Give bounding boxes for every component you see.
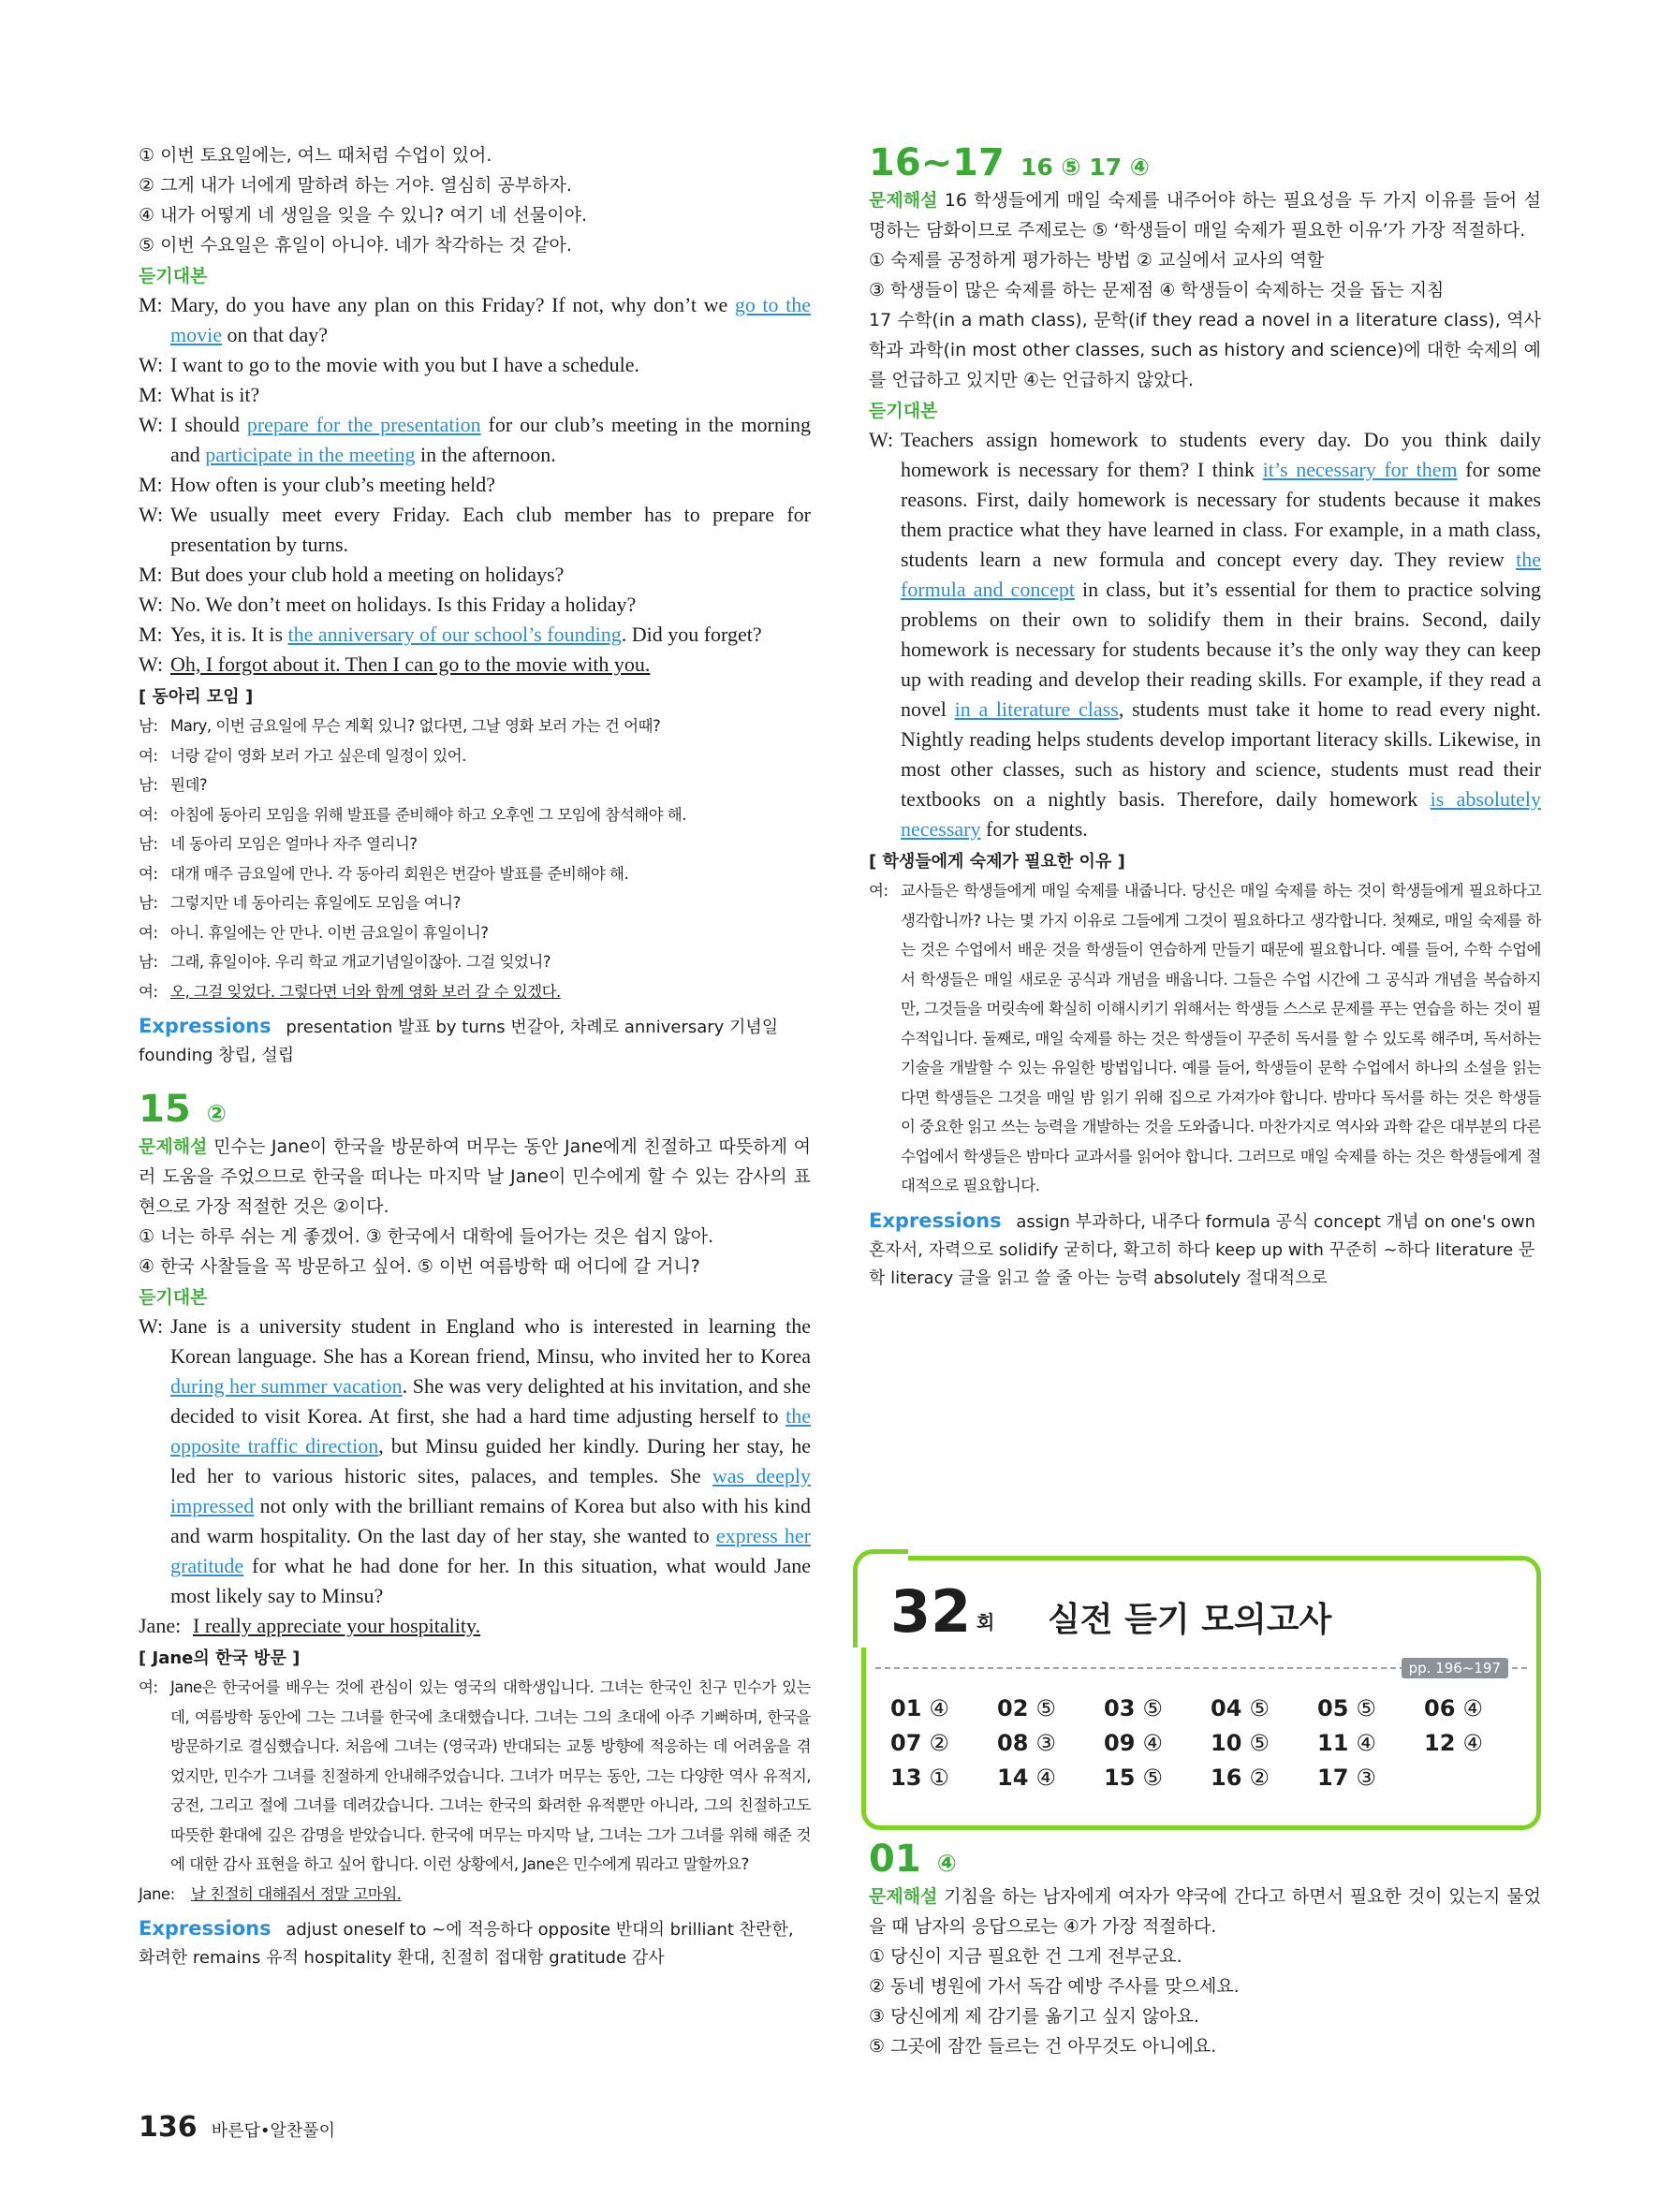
speaker: W: (139, 353, 164, 376)
answer-cell (1211, 1763, 1317, 1794)
answer-number: 11 (1317, 1730, 1349, 1756)
translation-text: Mary, 이번 금요일에 무슨 계획 있니? 없다면, 그날 영화 보러 가는 건 어때? (170, 717, 661, 735)
translation-line (139, 770, 811, 800)
answer-number: 08 (997, 1730, 1029, 1756)
choice-line: ⑤ 이번 수요일은 휴일이 아니야. 네가 착각하는 것 같아. (139, 235, 572, 256)
script-15 (139, 1311, 811, 1611)
translation-text: 교사들은 학생들에게 매일 숙제를 내줍니다. 당신은 매일 숙제를 하는 것이 학생들에게 필요하다고 생각합니까? 나는 몇 가지 이유로 그들에게 그것이 필요하다고 생각합니다. 첫째로, 매일 숙제를 하는 것은 수업에서 배운 것을 학생들이 연습하게 만들기 때문에 필요합니다. 예를 들어, 수학 수업에서 학생들은 매일 새로운 공식과 개념을 배웁니다. 그들은 수업 시간에 그 공식과 개념을 복습하지만, 그것들을 머릿속에 확실히 이해시키기 위해서는 학생들 스스로 문제를 푸는 연습을 하는 것이 필수적입니다. 둘째로, 매일 숙제를 하는 것은 학생들이 꾸준히 독서를 할 수 있도록 해주며, 독서하는 기술을 개발할 수 있는 유일한 방법입니다. 예를 들어, 학생들이 문학 수업에서 하나의 소설을 읽는다면 학생들은 그것을 매일 밤 읽기 위해 집으로 가져가야 합니다. 밤마다 독서를 하는 것은 학생들이 중요한 읽고 쓰는 능력을 개발하는 것을 도와줍니다. 마찬가지로 역사와 과학 같은 대부분의 다른 수업에서 학생들은 밤마다 교과서를 읽어야 합니다. 그러므로 매일 숙제를 하는 것은 학생들에게 절대적으로 필요합니다. (901, 882, 1541, 1194)
answer-cell (1104, 1763, 1211, 1794)
speaker: 여: (139, 982, 158, 1001)
expressions-label: Expressions (869, 1209, 1002, 1232)
choice-line: ③ 당신에게 제 감기를 옮기고 싶지 않아요. (869, 2006, 1199, 2027)
choice-line: ① 너는 하루 쉬는 게 좋겠어. ③ 한국에서 대학에 들어가는 것은 쉽지 않아. (139, 1226, 714, 1247)
speaker: M: (139, 623, 163, 646)
dialogue-line (139, 380, 811, 410)
translation-line (139, 711, 811, 741)
answer-number: 03 (1104, 1695, 1136, 1721)
speaker: 남: (139, 894, 158, 912)
answer-number: 15 (1104, 1765, 1136, 1791)
answer-number: 17 (1317, 1765, 1349, 1791)
question-answer: ④ (936, 1850, 957, 1877)
speaker: 여: (139, 746, 158, 765)
expressions-14 (139, 1012, 811, 1070)
answer-cell (890, 1693, 997, 1724)
speaker: M: (139, 293, 163, 316)
answer-choice: ④ (1142, 1730, 1163, 1756)
script-text: Teachers assign homework to students every day. Do you think daily homework is necessary for them? I think it’s necessary for them for some reasons. First, daily homework is necessary for students because it makes them practice what they have learned in class. For example, in a math class, students learn a new formula and concept every day. They review the formula and concept in class, but it’s essential for them to practice solving problems on their own to solidify them in their brains. Second, daily homework is necessary for students because it’s the only way they can keep up with reading and develop their reading skills. For example, if they read a novel in a literature class, students must take it home to read every night. Nightly reading helps students develop important literacy skills. Likewise, in most other classes, such as history and science, students must read their textbooks on a nightly basis. Therefore, daily homework is absolutely necessary for students. (901, 428, 1542, 841)
page-range-badge: pp. 196~197 (1402, 1658, 1508, 1678)
answer-number: 06 (1424, 1695, 1456, 1721)
key-phrase: the anniversary of our school’s founding (287, 623, 622, 646)
key-phrase: express her gratitude (170, 1524, 811, 1577)
answer-choice: ④ (929, 1695, 949, 1721)
translation-text: 너랑 같이 영화 보러 가고 싶은데 일정이 있어. (170, 746, 466, 765)
speaker: W: (139, 593, 164, 616)
dialogue-text: What is it? (170, 383, 260, 406)
speaker: 남: (139, 835, 158, 853)
translation-jane (139, 1880, 811, 1910)
listening-script-label: 듣기대본 (139, 1287, 208, 1308)
translation-text: 대개 매주 금요일에 만나. 각 동아리 회원은 번갈아 발표를 준비해야 해. (170, 864, 629, 883)
expressions-text: presentation 발표 by turns 번갈아, 차례로 anniversary 기념일 founding 창립, 설립 (139, 1018, 779, 1065)
explanation-16 (869, 185, 1541, 245)
speaker: M: (139, 383, 163, 406)
jane-line (139, 1611, 811, 1641)
dialogue-text: I should prepare for the presentation for our club’s meeting in the morning and participate in the meeting in the afternoon. (170, 413, 811, 466)
translation-title: [ 학생들에게 숙제가 필요한 이유 ] (869, 852, 1125, 872)
answer-cell (890, 1763, 997, 1794)
dialogue-text: Yes, it is. It is the anniversary of our school’s founding. Did you forget? (170, 623, 762, 646)
script-text: Jane is a university student in England who is interested in learning the Korean language. She has a Korean friend, Minsu, who invited her to Korea during her summer vacation. She was very delighted at his invitation, and she decided to visit Korea. At first, she had a hard time adjusting herself to the opposite traffic direction, but Minsu guided her kindly. During her stay, he led her to various historic sites, palaces, and temples. She was deeply impressed not only with the brilliant remains of Korea but also with his kind and warm hospitality. On the last day of her stay, she wanted to express her gratitude for what he had done for her. In this situation, what would Jane most likely say to Minsu? (170, 1314, 811, 1607)
answer-sentence: I really appreciate your hospitality. (193, 1614, 481, 1637)
translation-text: Jane은 한국어를 배우는 것에 관심이 있는 영국의 대학생입니다. 그녀는 한국인 친구 민수가 있는데, 여름방학 동안에 그는 그녀를 한국에 초대했습니다. 그녀는 그의 초대에 아주 기뻐하며, 한국을 방문하기로 결심했습니다. 처음에 그녀는 (영국과) 반대되는 교통 방향에 적응하는 데 어려움을 겪었지만, 민수가 그녀를 친절하게 안내해주었습니다. 그녀가 머무는 동안, 그는 다양한 역사 유적지, 궁전, 그리고 절에 그녀를 데려갔습니다. 그녀는 한국의 화려한 유적뿐만 아니라, 그의 친절하고도 따뜻한 환대에 깊은 감명을 받았습니다. 한국에 머무는 마지막 날, 그녀는 그가 그녀를 위해 해준 것에 대한 감사 표현을 하고 싶어 합니다. 이런 상황에서, Jane은 민수에게 뭐라고 말할까요? (170, 1678, 811, 1873)
question-number: 16~17 (869, 141, 1005, 184)
dialogue-line (139, 620, 811, 650)
key-phrase: participate in the meeting (205, 443, 416, 466)
answer-choice: ② (929, 1730, 949, 1756)
answer-choice: ⑤ (1142, 1765, 1163, 1791)
explanation-text: 기침을 하는 남자에게 여자가 약국에 간다고 하면서 필요한 것이 있는지 물었을 때 남자의 응답으로는 ④가 가장 적절하다. (869, 1886, 1541, 1937)
translation-14 (139, 711, 811, 1006)
answer-number: 16 (1211, 1765, 1242, 1791)
question-01-header (869, 1837, 1541, 1882)
test-title: 실전 듣기 모의고사 (1048, 1601, 1332, 1639)
answer-number: 04 (1211, 1695, 1242, 1721)
question-15-header (139, 1087, 811, 1132)
speaker: M: (139, 473, 163, 496)
question-16-17-header (869, 140, 1541, 185)
translation-text: 그래, 휴일이야. 우리 학교 개교기념일이잖아. 그걸 잊었니? (170, 953, 551, 971)
translation-text: 아침에 동아리 모임을 위해 발표를 준비해야 하고 오후엔 그 모임에 참석해야 해. (170, 805, 686, 824)
translation-text: 네 동아리 모임은 얼마나 자주 열리니? (170, 835, 418, 853)
dialogue-text: But does your club hold a meeting on holidays? (170, 563, 565, 586)
speaker: W: (139, 413, 164, 436)
expressions-text: assign 부과하다, 내주다 formula 공식 concept 개념 on one's own 혼자서, 자력으로 solidify 굳히다, 확고히 하다 keep up with 꾸준히 ~하다 literature 문학 literacy 글을 읽고 쓸 줄 아는 능력 absolutely 절대적으로 (869, 1211, 1536, 1288)
choice-line: ③ 학생들이 많은 숙제를 하는 문제점 ④ 학생들이 숙제하는 것을 돕는 지침 (869, 280, 1445, 300)
translation-text: 오, 그걸 잊었다. 그렇다면 너와 함께 영화 보러 갈 수 있겠다. (170, 982, 561, 1001)
explanation-17: 17 수학(in a math class), 문학(if they read a novel in a literature class), 역사학과 과학(in most other classes, such as history and science)에 대한 숙제의 예를 언급하고 있지만 ④는 언급하지 않았다. (869, 310, 1541, 390)
answer-cell (1424, 1728, 1531, 1759)
explanation-label: 문제해설 (139, 1136, 208, 1157)
speaker: 남: (139, 776, 158, 794)
listening-script-label: 듣기대본 (869, 401, 938, 421)
dialogue-line (139, 560, 811, 590)
answer-choice: ④ (1035, 1765, 1056, 1791)
expressions-15 (139, 1914, 811, 1972)
choice-line: ① 숙제를 공정하게 평가하는 방법 ② 교실에서 교사의 역할 (869, 250, 1325, 271)
answer-number: 09 (1104, 1730, 1136, 1756)
script-16 (869, 425, 1541, 844)
answer-number: 01 (890, 1695, 922, 1721)
speaker: 여: (139, 805, 158, 824)
answer-choice: ⑤ (1356, 1695, 1376, 1721)
translation-line (139, 947, 811, 977)
answer-cell (1424, 1693, 1531, 1724)
answer-choice: ⑤ (1249, 1730, 1270, 1756)
translation-text: 그렇지만 네 동아리는 휴일에도 모임을 여니? (170, 894, 461, 912)
translation-text: 뭔데? (170, 776, 208, 794)
book-title: 바른답•알찬풀이 (211, 2121, 336, 2141)
answer-choice: ④ (1356, 1730, 1376, 1756)
choice-line: ① 당신이 지금 필요한 건 그게 전부군요. (869, 1946, 1182, 1967)
answer-cell (1104, 1728, 1211, 1759)
answer-cell (1317, 1728, 1424, 1759)
dialogue-text: We usually meet every Friday. Each club member has to prepare for presentation by turns. (170, 503, 811, 556)
dialogue-text: Mary, do you have any plan on this Friday? If not, why don’t we go to the movie on that day? (170, 293, 811, 346)
translation-16 (869, 876, 1541, 1201)
translation-line (139, 741, 811, 771)
dialogue-line (139, 650, 811, 680)
dialogue-line (139, 290, 811, 350)
speaker: M: (139, 563, 163, 586)
key-phrase: the formula and concept (901, 548, 1541, 601)
answer-choice: ⑤ (1142, 1695, 1163, 1721)
speaker: 남: (139, 717, 158, 735)
dialogue-14 (139, 290, 811, 680)
answer-number: 10 (1211, 1730, 1242, 1756)
answer-sentence: Oh, I forgot about it. Then I can go to the movie with you. (170, 652, 651, 676)
right-column (869, 140, 1541, 1293)
answer-choice: ⑤ (1249, 1695, 1270, 1721)
key-phrase: is absolutely necessary (901, 787, 1541, 841)
choices-top (139, 140, 811, 260)
key-phrase: in a literature class (954, 697, 1119, 721)
explanation-text: 16 학생들에게 매일 숙제를 내주어야 하는 필요성을 두 가지 이유를 들어 설명하는 담화이므로 주제로는 ⑤ ‘학생들이 매일 숙제가 필요한 이유’가 가장 적절하다. (869, 190, 1541, 241)
expressions-label: Expressions (139, 1917, 272, 1940)
answer-cell (1104, 1693, 1211, 1724)
choice-line: ② 그게 내가 너에게 말하려 하는 거야. 열심히 공부하자. (139, 175, 572, 196)
speaker: Jane: (139, 1614, 182, 1637)
speaker: W: (139, 503, 164, 526)
answer-cell (997, 1763, 1104, 1794)
question-answer: 16 ⑤ 17 ④ (1020, 154, 1150, 181)
answer-cell (1211, 1728, 1317, 1759)
key-phrase: it’s necessary for them (1262, 458, 1458, 481)
explanation-15 (139, 1132, 811, 1222)
answer-cell (1317, 1763, 1424, 1794)
translation-line (139, 888, 811, 918)
speaker: W: (139, 1314, 164, 1338)
explanation-01 (869, 1882, 1541, 1941)
translation-line (139, 829, 811, 859)
key-phrase: was deeply impressed (170, 1464, 811, 1517)
explanation-label: 문제해설 (869, 1886, 938, 1907)
dialogue-text: No. We don’t meet on holidays. Is this Friday a holiday? (170, 593, 637, 616)
answer-choice: ④ (1462, 1695, 1483, 1721)
answer-choice: ② (1249, 1765, 1270, 1791)
answer-cell (997, 1728, 1104, 1759)
dialogue-line (139, 500, 811, 560)
question-number: 15 (139, 1088, 191, 1131)
dialogue-line (139, 590, 811, 620)
choice-line: ⑤ 그곳에 잠깐 들르는 건 아무것도 아니에요. (869, 2036, 1217, 2057)
listening-script-label: 듣기대본 (139, 266, 208, 286)
answer-choice: ③ (1356, 1765, 1376, 1791)
question-answer: ② (206, 1100, 227, 1127)
answer-choice: ③ (1035, 1730, 1056, 1756)
left-column (139, 140, 811, 1972)
answer-grid (890, 1693, 1531, 1794)
choice-line: ④ 한국 사찰들을 꼭 방문하고 싶어. ⑤ 이번 여름방학 때 어디에 갈 거니? (139, 1256, 700, 1277)
dialogue-line (139, 470, 811, 500)
key-phrase: prepare for the presentation (246, 413, 481, 436)
question-01-block (869, 1837, 1541, 2061)
speaker: Jane: (139, 1884, 175, 1903)
answer-number: 13 (890, 1765, 922, 1791)
key-phrase: go to the movie (170, 293, 811, 346)
speaker: W: (869, 428, 894, 451)
expressions-text: adjust oneself to ~에 적응하다 opposite 반대의 brilliant 찬란한, 화려한 remains 유적 hospitality 환대, 친절히 접대함 gratitude 감사 (139, 1920, 794, 1968)
dialogue-text: How often is your club’s meeting held? (170, 473, 496, 496)
speaker: 여: (869, 882, 888, 900)
key-phrase: during her summer vacation (170, 1374, 403, 1398)
speaker: W: (139, 652, 164, 676)
explanation-label: 문제해설 (869, 190, 938, 211)
dialogue-text (170, 650, 811, 680)
translation-title: [ 동아리 모임 ] (139, 687, 254, 707)
speaker: 여: (139, 864, 158, 883)
dialogue-line (139, 410, 811, 470)
translation-line (139, 859, 811, 889)
answer-number: 12 (1424, 1730, 1456, 1756)
choice-line: ④ 내가 어떻게 네 생일을 잊을 수 있니? 여기 네 선물이야. (139, 205, 587, 226)
choice-line: ① 이번 토요일에는, 여느 때처럼 수업이 있어. (139, 145, 492, 166)
answer-number: 07 (890, 1730, 922, 1756)
translation-line (139, 918, 811, 948)
dialogue-line (139, 350, 811, 380)
key-phrase: the opposite traffic direction (170, 1404, 811, 1458)
translation-line (139, 800, 811, 830)
expressions-16 (869, 1207, 1541, 1293)
answer-cell (890, 1728, 997, 1759)
question-number: 01 (869, 1838, 921, 1881)
speaker: 남: (139, 953, 158, 971)
page-number: 136 (139, 2111, 198, 2144)
translation-text: 아니. 휴일에는 안 만나. 이번 금요일이 휴일이니? (170, 923, 489, 942)
test-number-suffix: 회 (976, 1611, 995, 1633)
answer-key-box (861, 1556, 1541, 1830)
answer-cell (1317, 1693, 1424, 1724)
answer-choice: ① (929, 1765, 949, 1791)
answer-cell (997, 1693, 1104, 1724)
expressions-label: Expressions (139, 1015, 272, 1037)
dialogue-text: I want to go to the movie with you but I have a schedule. (170, 353, 639, 376)
translation-title: [ Jane의 한국 방문 ] (139, 1648, 301, 1668)
explanation-text: 민수는 Jane이 한국을 방문하여 머무는 동안 Jane에게 친절하고 따뜻하게 여러 도움을 주었으므로 한국을 떠나는 마지막 날 Jane이 민수에게 할 수 있는 감사의 표현으로 가장 적절한 것은 ②이다. (139, 1136, 812, 1217)
answer-number: 14 (997, 1765, 1029, 1791)
answer-number: 05 (1317, 1695, 1349, 1721)
speaker: 여: (139, 1678, 158, 1696)
answer-cell (1211, 1693, 1317, 1724)
page-footer (139, 2111, 335, 2144)
answer-choice: ④ (1462, 1730, 1483, 1756)
choice-line: ② 동네 병원에 가서 독감 예방 주사를 맞으세요. (869, 1976, 1240, 1997)
speaker: 여: (139, 923, 158, 942)
translation-15 (139, 1673, 811, 1880)
test-number: 32 (890, 1577, 972, 1646)
answer-number: 02 (997, 1695, 1029, 1721)
answer-choice: ⑤ (1035, 1695, 1056, 1721)
translation-text: 날 친절히 대해줘서 정말 고마워. (191, 1884, 402, 1903)
translation-line (139, 977, 811, 1007)
